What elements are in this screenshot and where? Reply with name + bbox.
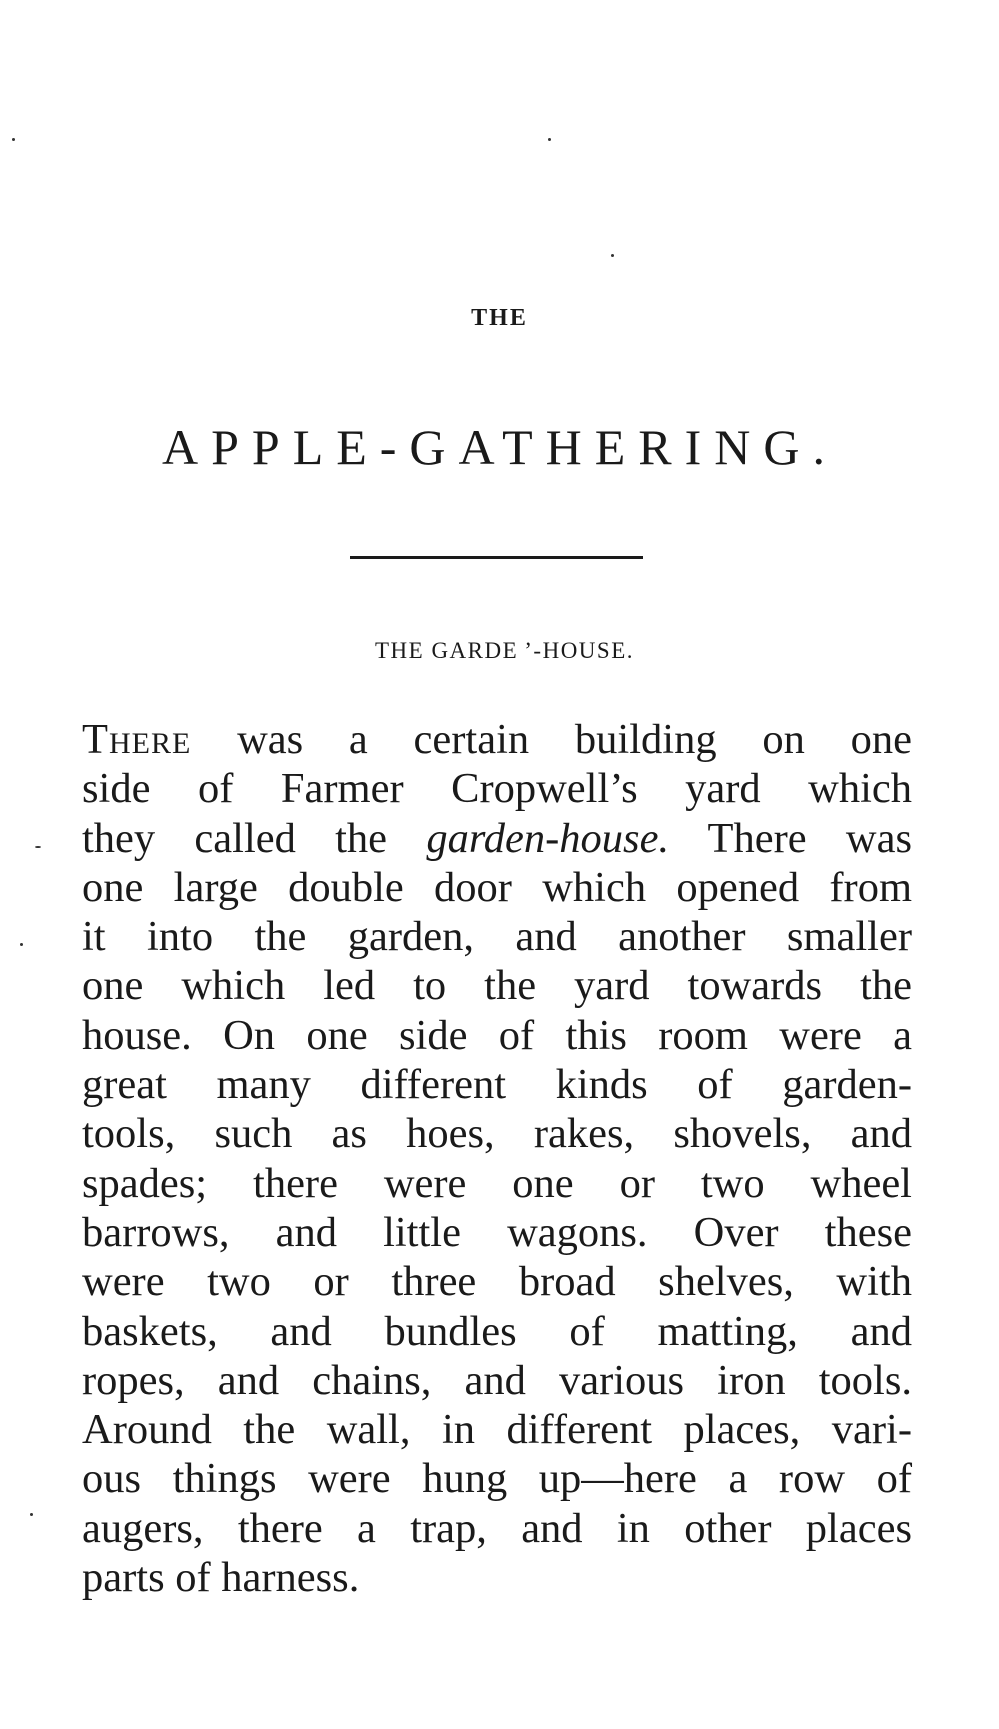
text-line: barrows, and little wagons. Over these — [82, 1208, 912, 1256]
text-line: it into the garden, and another smaller — [82, 913, 912, 961]
scan-speck — [611, 254, 614, 257]
text-line: spades; there were one or two wheel — [82, 1159, 912, 1207]
text-line: were two or three broad shelves, with — [82, 1258, 912, 1306]
scan-speck — [30, 1513, 33, 1516]
chapter-heading: THE GARDE ’-HOUSE. — [374, 638, 635, 663]
scan-speck — [548, 138, 551, 141]
text-line: one which led to the yard towards the — [82, 962, 912, 1010]
text-line: ous things were hung up—here a row of — [82, 1455, 912, 1503]
text-span: There was — [669, 814, 912, 862]
scan-speck — [12, 138, 15, 141]
book-title: APPLE-GATHERING. — [161, 419, 839, 475]
title-divider-rule — [350, 556, 643, 559]
text-line: one large double door which opened from — [82, 863, 912, 911]
scan-speck — [35, 846, 41, 848]
text-line: great many different kinds of garden- — [82, 1061, 912, 1109]
scan-speck — [20, 943, 23, 946]
text-line: tools, such as hoes, rakes, shovels, and — [82, 1110, 912, 1158]
title-prefix: THE — [471, 305, 528, 331]
text-line: Around the wall, in different places, vari- — [82, 1406, 912, 1454]
italic-term: garden-house. — [426, 814, 670, 862]
opening-word: There — [82, 716, 192, 763]
text-line: house. On one side of this room were a — [82, 1011, 912, 1059]
text-line: baskets, and bundles of matting, and — [82, 1307, 912, 1355]
text-line: augers, there a trap, and in other places — [82, 1504, 912, 1552]
text-span: they called the — [82, 814, 427, 862]
text-span: was a certain building on one — [191, 716, 912, 763]
body-paragraph — [82, 715, 912, 1602]
text-line: parts of harness. — [82, 1554, 360, 1602]
text-line — [82, 715, 912, 764]
text-line: side of Farmer Cropwell’s yard which — [82, 765, 912, 813]
text-line: ropes, and chains, and various iron tools. — [82, 1356, 912, 1404]
text-line — [82, 814, 912, 863]
